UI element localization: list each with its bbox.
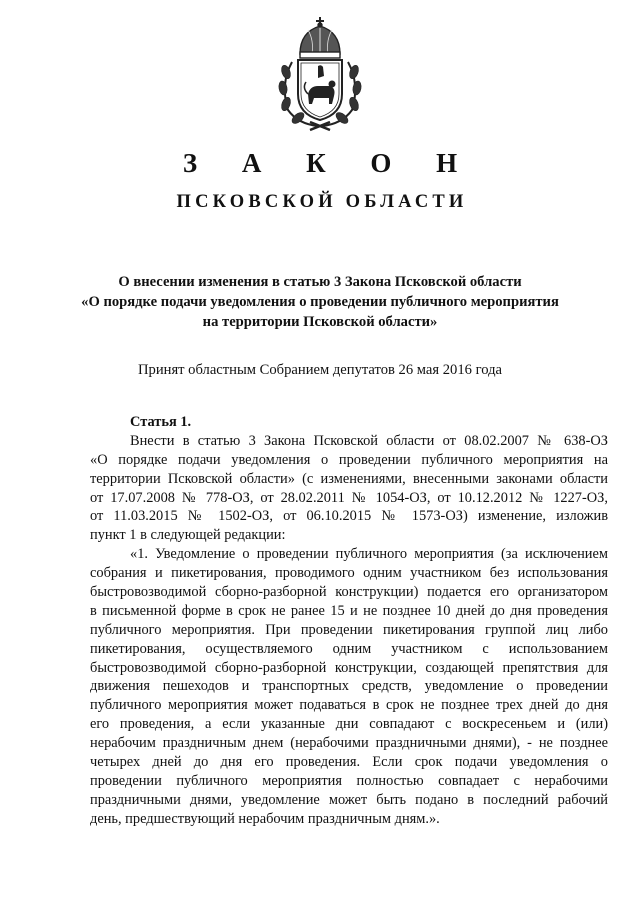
article-line: праздничными днями, уведомление может быть подано в последний рабочий xyxy=(90,791,608,808)
subject-line: О внесении изменения в статью 3 Закона Псковской области xyxy=(118,274,522,290)
article-line: территории Псковской области» (с изменениями, внесенными законами области xyxy=(90,470,608,487)
subject-line: «О порядке подачи уведомления о проведении публичного мероприятия xyxy=(81,294,559,310)
article-line: от 11.03.2015 № 1502-ОЗ, от 06.10.2015 № 1573-ОЗ) изменение, изложив xyxy=(90,508,608,525)
article-line: пункт 1 в следующей редакции: xyxy=(90,527,286,544)
document-title: З А К О Н xyxy=(182,148,477,178)
subject-line: на территории Псковской области» xyxy=(202,314,438,330)
article-line: от 17.07.2008 № 778-ОЗ, от 28.02.2011 № 1054-ОЗ, от 10.12.2012 № 1227-ОЗ, xyxy=(90,489,608,506)
article-line: движения пешеходов и транспортных средств, уведомление о проведении xyxy=(90,678,608,695)
article-line: нерабочим праздничным днем (нерабочими праздничными днями), - не позднее xyxy=(90,735,608,752)
article-line: быстровозводимой сборно-разборной конструкции) подается его организатором xyxy=(90,584,608,601)
adoption-note: Принят областным Собранием депутатов 26 мая 2016 года xyxy=(137,362,503,378)
article-1 xyxy=(90,413,608,829)
law-subject-heading xyxy=(70,272,570,332)
article-line: собрания и пикетирования, проводимого одним участником без использования xyxy=(90,565,608,582)
article-line: Внести в статью 3 Закона Псковской области от 08.02.2007 № 638-ОЗ xyxy=(130,432,608,449)
article-line: публичного мероприятия. При проведении пикетирования группой лиц либо xyxy=(90,621,608,638)
coat-of-arms-emblem xyxy=(274,14,366,132)
article-line: в письменной форме в срок не ранее 15 и не позднее 10 дней до дня проведения xyxy=(90,602,608,619)
article-line: день, предшествующий нерабочим праздничным дням.». xyxy=(90,810,440,827)
article-line: четырех дней до дня его проведения. Если срок подачи уведомления о xyxy=(90,754,608,771)
article-line: публичного мероприятия может подаваться в срок не позднее трех дней до дня xyxy=(90,697,608,714)
article-line: «О порядке подачи уведомления о проведении публичного мероприятия на xyxy=(90,451,608,468)
article-line: пикетирования, осуществляемого одним участником с использованием xyxy=(90,640,608,657)
article-title: Статья 1. xyxy=(130,414,192,430)
article-line: проведении публичного мероприятия полностью совпадает с нерабочими xyxy=(90,772,608,789)
article-line: его проведения, а если указанные дни совпадают с воскресеньем и (или) xyxy=(90,716,608,733)
article-line: «1. Уведомление о проведении публичного мероприятия (за исключением xyxy=(130,546,608,563)
document-subtitle: ПСКОВСКОЙ ОБЛАСТИ xyxy=(176,192,468,212)
article-line: быстровозводимой сборно-разборной конструкции, создающей препятствия для xyxy=(90,659,608,676)
